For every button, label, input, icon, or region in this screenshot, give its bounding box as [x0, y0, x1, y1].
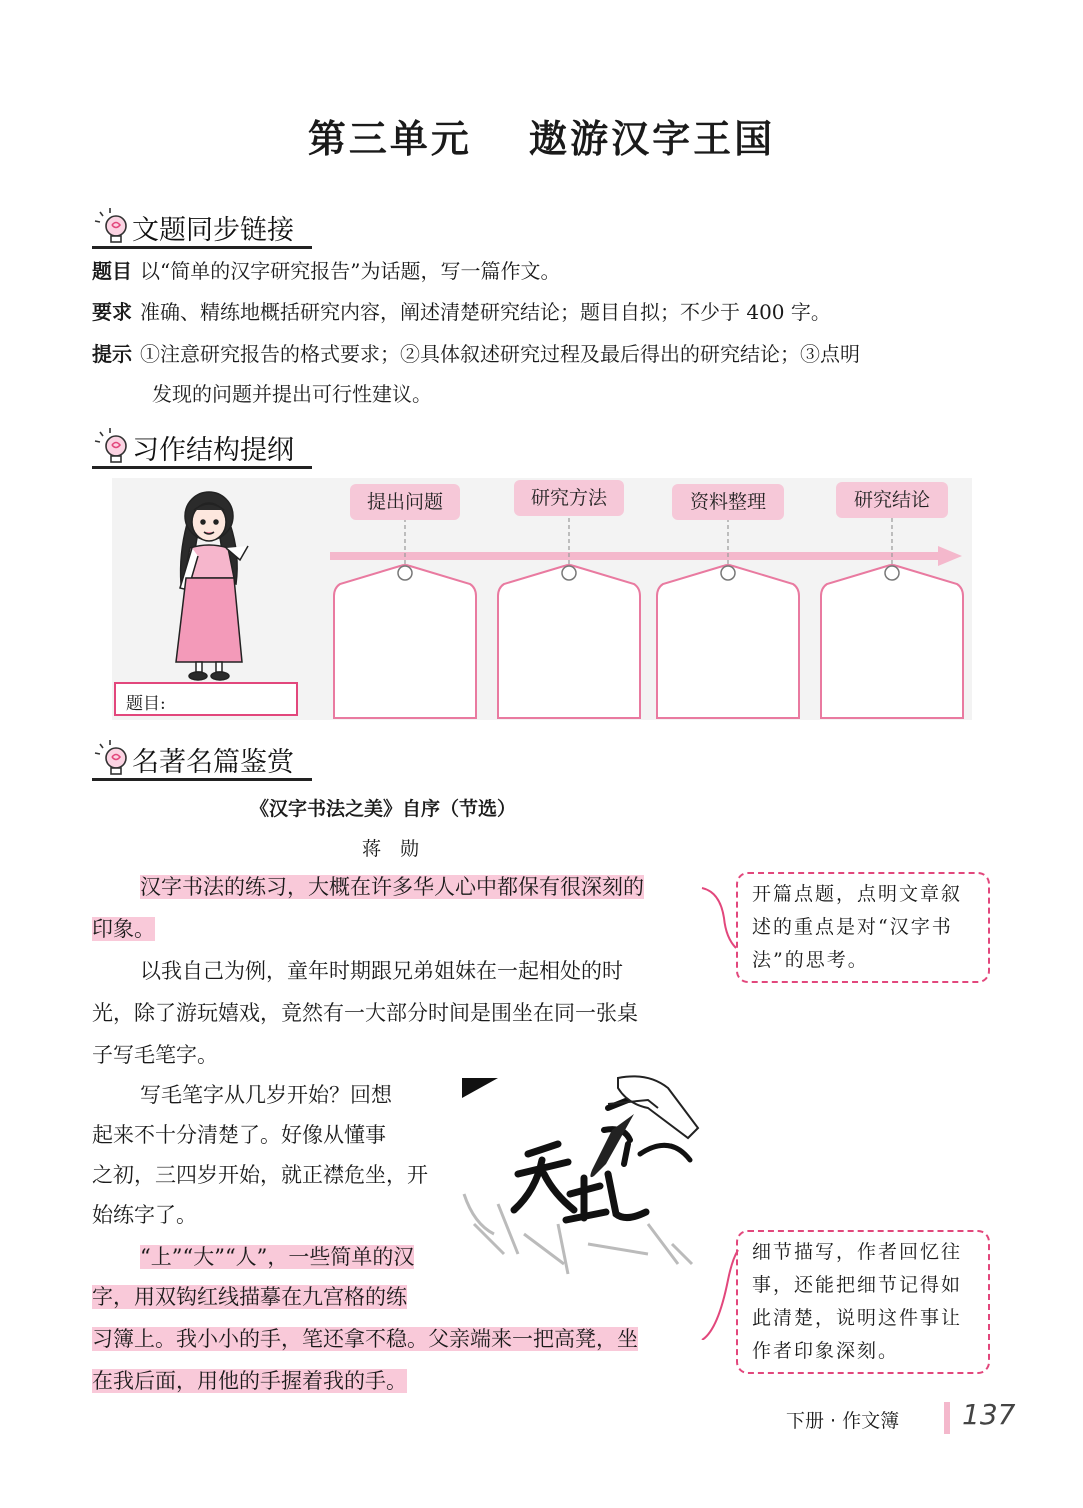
tip-label: 提示 — [92, 342, 132, 366]
page-title: 第三单元 遨游汉字王国 — [307, 116, 776, 161]
text-line: 子写毛笔字。 — [92, 1043, 218, 1067]
prompt-topic — [92, 258, 560, 284]
text-line: 以我自己为例，童年时期跟兄弟姐妹在一起相处的时 — [140, 959, 623, 983]
text-line: “上”“大”“人”，一些简单的汉 — [140, 1245, 415, 1269]
text-line: 汉字书法的练习，大概在许多华人心中都保有很深刻的 — [140, 875, 644, 899]
requirement-label: 要求 — [92, 300, 132, 324]
text-line: 起来不十分清楚了。好像从懂事 — [92, 1123, 386, 1147]
step-tag-4: 研究结论 — [836, 482, 948, 518]
section-underline — [92, 246, 312, 249]
requirement-text: 准确、精练地概括研究内容，阐述清楚研究结论；题目自拟；不少于 400 字。 — [140, 300, 831, 324]
calligraphy-illustration — [458, 1074, 708, 1292]
section-underline — [92, 466, 312, 469]
footer-book: 下册 · 作文簿 — [786, 1410, 900, 1432]
text-line: 印象。 — [92, 917, 155, 941]
step-tag-2: 研究方法 — [514, 480, 624, 516]
lightbulb-icon — [92, 426, 130, 466]
section-title: 名著名篇鉴赏 — [132, 747, 294, 778]
text-line: 写毛笔字从几岁开始？回想 — [140, 1083, 392, 1107]
annotation-note-1: 开篇点题，点明文章叙述的重点是对“汉字书法”的思考。 — [736, 872, 990, 983]
lightbulb-icon — [92, 738, 130, 778]
author: 蒋 勋 — [362, 838, 420, 860]
topic-text: 以“简单的汉字研究报告”为话题，写一篇作文。 — [140, 259, 561, 283]
step-tag-1: 提出问题 — [350, 484, 460, 520]
footer-divider — [944, 1402, 950, 1434]
title-box-label: 题目: — [126, 694, 166, 714]
step-tag-3: 资料整理 — [672, 484, 784, 520]
text-line: 字，用双钩红线描摹在九宫格的练 — [92, 1285, 407, 1309]
text-line: 始练字了。 — [92, 1203, 197, 1227]
tip-text-line1: ①注意研究报告的格式要求；②具体叙述研究过程及最后得出的研究结论；③点明 — [140, 342, 860, 366]
section-title: 习作结构提纲 — [132, 435, 294, 466]
prompt-requirement — [92, 299, 831, 325]
text-line: 之初，三四岁开始，就正襟危坐，开 — [92, 1163, 428, 1187]
topic-label: 题目 — [92, 259, 132, 283]
prompt-tip — [92, 341, 860, 367]
outline-diagram — [112, 478, 972, 720]
tip-text-line2: 发现的问题并提出可行性建议。 — [152, 382, 432, 406]
section-underline — [92, 778, 312, 781]
text-line: 习簿上。我小小的手，笔还拿不稳。父亲端来一把高凳，坐 — [92, 1327, 638, 1351]
work-title: 《汉字书法之美》自序（节选） — [250, 798, 517, 820]
section-title: 文题同步链接 — [132, 215, 294, 246]
text-line: 在我后面，用他的手握着我的手。 — [92, 1369, 407, 1393]
annotation-note-2: 细节描写，作者回忆往事，还能把细节记得如此清楚，说明这件事让作者印象深刻。 — [736, 1230, 990, 1374]
text-line: 光，除了游玩嬉戏，竟然有一大部分时间是围坐在同一张桌 — [92, 1001, 638, 1025]
lightbulb-icon — [92, 206, 130, 246]
page-number: 137 — [962, 1398, 1016, 1431]
